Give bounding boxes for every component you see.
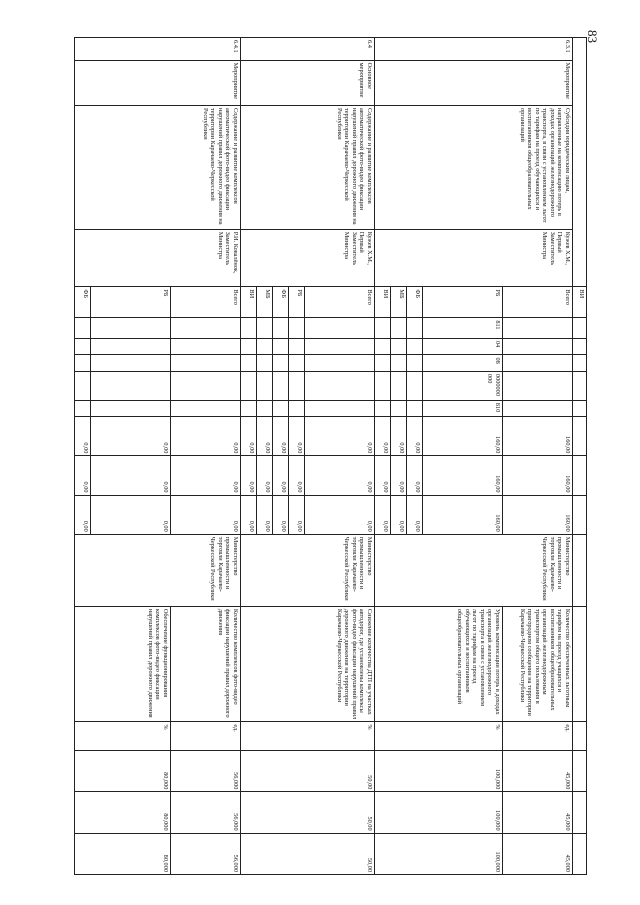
table-cell: 0,00 xyxy=(289,417,305,456)
table-cell: 160,00 xyxy=(503,495,573,534)
table-cell: 0,00 xyxy=(289,495,305,534)
table-cell xyxy=(503,318,573,339)
table-cell: 100,000 xyxy=(375,792,503,833)
table-cell xyxy=(407,338,423,354)
table-cell: 0,00 xyxy=(273,417,289,456)
table-cell: 6.3.1 xyxy=(375,38,573,61)
table-cell: 0,00 xyxy=(391,456,407,495)
table-cell: 0,00 xyxy=(257,417,273,456)
table-cell: 0,00 xyxy=(171,456,241,495)
table-cell: 0,00 xyxy=(305,417,375,456)
table-cell: 0,00 xyxy=(91,417,171,456)
table-cell: Мероприятие xyxy=(75,60,241,105)
table-cell: Количество комплексов фото-видео фиксации нарушений правил дорожного движения xyxy=(171,606,241,721)
table-cell xyxy=(375,338,391,354)
table-cell: 80,000 xyxy=(75,792,171,833)
table-cell: 0,00 xyxy=(407,456,423,495)
table-cell: Министерство промышленности и торговли Карачаево-Черкесской Республики xyxy=(75,534,241,606)
table-cell: Содержание и развитие комплексов автоматической фото-видео фиксации нарушений правил дорожного движения на территории Карачаево-Черкесской Республики xyxy=(75,106,241,230)
table-cell xyxy=(573,417,587,456)
table-cell xyxy=(305,371,375,400)
table-cell: 6.4 xyxy=(241,38,375,61)
table-cell xyxy=(573,792,587,833)
table-cell xyxy=(573,722,587,751)
table-cell: 56,000 xyxy=(171,751,241,792)
table-cell: 0,00 xyxy=(273,456,289,495)
table-cell: ФБ xyxy=(273,287,289,318)
table-cell: 50,00 xyxy=(241,792,375,833)
table-cell: 811 xyxy=(423,318,503,339)
table-cell: 160,00 xyxy=(423,456,503,495)
table-cell: 0,00 xyxy=(171,417,241,456)
table-cell xyxy=(91,338,171,354)
table-cell xyxy=(305,400,375,416)
table-cell xyxy=(391,400,407,416)
table-cell xyxy=(305,355,375,371)
table-cell xyxy=(171,338,241,354)
table-cell xyxy=(289,371,305,400)
table-cell: 0,00 xyxy=(75,495,91,534)
table-cell: 0,00 xyxy=(375,417,391,456)
table-cell: 160,00 xyxy=(423,417,503,456)
table-cell xyxy=(241,400,257,416)
table-cell xyxy=(573,38,587,287)
table-cell xyxy=(573,833,587,874)
table-cell: 0,00 xyxy=(91,495,171,534)
table-cell xyxy=(273,318,289,339)
table-cell: 810 xyxy=(423,400,503,416)
table-cell xyxy=(257,371,273,400)
table-cell xyxy=(273,338,289,354)
table-cell xyxy=(407,355,423,371)
table-cell: 0,00 xyxy=(391,417,407,456)
table-cell: 04 xyxy=(423,338,503,354)
table-cell: 0,00 xyxy=(375,456,391,495)
table-cell: 50,00 xyxy=(241,833,375,874)
table-cell: Всего xyxy=(503,287,573,318)
table-cell: 160,00 xyxy=(503,456,573,495)
table-cell: ВИ xyxy=(573,287,587,318)
table-cell: 0,00 xyxy=(241,456,257,495)
table-cell xyxy=(391,318,407,339)
table-cell: 0,00 xyxy=(407,417,423,456)
table-cell: % xyxy=(241,722,375,751)
table-cell xyxy=(503,338,573,354)
table-cell: Обеспечение функционирования комплексов фото-видео фиксации нарушений правил дорожного движения xyxy=(75,606,171,721)
table-cell xyxy=(573,400,587,416)
table-cell xyxy=(407,318,423,339)
table-cell: Всего xyxy=(305,287,375,318)
table-cell: 160,00 xyxy=(503,417,573,456)
table-cell: 0,00 xyxy=(75,456,91,495)
table-cell: ВИ xyxy=(375,287,391,318)
table-cell xyxy=(75,338,91,354)
table-cell xyxy=(241,338,257,354)
table-cell xyxy=(391,355,407,371)
table-cell xyxy=(273,371,289,400)
table-cell: 0,00 xyxy=(241,417,257,456)
table-cell: Содержание и развитие комплексов автоматической фото-видео фиксации нарушений правил дорожного движения на территории Карачаево-Черкесской Республики xyxy=(241,106,375,230)
table-cell xyxy=(375,371,391,400)
table-cell: 0,00 xyxy=(305,456,375,495)
table-cell: Министерство промышленности и торговли Карачаево-Черкесской Республики xyxy=(241,534,375,606)
table-cell: Снижение количества ДТП на участках автодорог, где установлены комплексы фото-видео фиксации нарушений правил дорожного движения на территории Карачаево-Черкесской Республики xyxy=(241,606,375,721)
table-cell: Количество обеспеченных льготным тарифом на проезд учащихся и воспитанников общеобразовательных организаций железнодорожным транспортом общего пользования в пригородном сообщении на территории Карачаево-Черкесской Республики xyxy=(503,606,573,721)
page-number: 83 xyxy=(585,30,600,43)
table-cell xyxy=(573,355,587,371)
table-cell: 6.4.1 xyxy=(75,38,241,61)
table-cell: 0,00 xyxy=(241,495,257,534)
table-cell xyxy=(305,338,375,354)
table-cell: 0,00 xyxy=(273,495,289,534)
table-cell xyxy=(503,400,573,416)
table-cell xyxy=(289,318,305,339)
table-cell: 0,00 xyxy=(171,495,241,534)
table-cell: 80,000 xyxy=(75,833,171,874)
table-cell: 45,000 xyxy=(503,792,573,833)
table-cell xyxy=(391,338,407,354)
table-cell: МБ xyxy=(257,287,273,318)
table-cell: 0000000000 xyxy=(423,371,503,400)
table-cell xyxy=(91,400,171,416)
table-cell xyxy=(573,371,587,400)
table-row xyxy=(305,38,375,875)
table-cell: РБ xyxy=(91,287,171,318)
table-cell: 0,00 xyxy=(289,456,305,495)
table-cell: ед. xyxy=(503,722,573,751)
table-cell: 50,00 xyxy=(241,751,375,792)
table-stage xyxy=(55,0,587,905)
table-cell xyxy=(375,355,391,371)
table-cell xyxy=(91,318,171,339)
table-cell xyxy=(573,606,587,721)
table-cell xyxy=(75,400,91,416)
table-cell xyxy=(375,400,391,416)
table-cell: Министерство промышленности и торговли Карачаево-Черкесской Республики xyxy=(375,534,573,606)
table-cell xyxy=(573,456,587,495)
table-cell: 0,00 xyxy=(391,495,407,534)
table-cell xyxy=(171,371,241,400)
table-cell: РБ xyxy=(289,287,305,318)
table-cell: 0,00 xyxy=(91,456,171,495)
table-cell: МБ xyxy=(391,287,407,318)
table-cell xyxy=(375,318,391,339)
table-cell xyxy=(257,400,273,416)
table-cell xyxy=(171,318,241,339)
table-cell: 160,00 xyxy=(423,495,503,534)
table-cell xyxy=(273,355,289,371)
program-table xyxy=(74,37,587,875)
table-cell: Р.И. Ковалёнок, Заместитель Министра xyxy=(75,229,241,287)
table-cell xyxy=(241,355,257,371)
table-cell xyxy=(503,355,573,371)
table-cell: ФБ xyxy=(407,287,423,318)
table-cell: % xyxy=(375,722,503,751)
table-row xyxy=(503,38,573,875)
table-cell xyxy=(573,751,587,792)
table-cell: Всего xyxy=(171,287,241,318)
table-cell xyxy=(573,318,587,339)
table-cell: 0,00 xyxy=(305,495,375,534)
rotated-table-wrapper xyxy=(55,37,587,875)
table-cell: 56,000 xyxy=(171,833,241,874)
table-cell xyxy=(289,338,305,354)
table-cell xyxy=(241,371,257,400)
table-cell: Субсидии юридическим лицам, направленные на компенсацию потерь в доходах организаций железнодорожного транспорта, в связи с установлением льгот по тарифам на проезд обучающихся и воспитанников общеобразовательных организаций xyxy=(375,106,573,230)
table-cell xyxy=(391,371,407,400)
table-cell: 0,00 xyxy=(257,456,273,495)
table-cell xyxy=(75,355,91,371)
table-cell xyxy=(257,338,273,354)
table-cell xyxy=(75,318,91,339)
table-cell xyxy=(407,371,423,400)
table-cell: % xyxy=(75,722,171,751)
table-cell xyxy=(171,355,241,371)
table-cell: ВИ xyxy=(241,287,257,318)
table-cell: 08 xyxy=(423,355,503,371)
table-cell: 0,00 xyxy=(375,495,391,534)
table-cell xyxy=(91,371,171,400)
table-cell xyxy=(573,495,587,534)
table-cell: 0,00 xyxy=(407,495,423,534)
table-cell: 100,000 xyxy=(375,751,503,792)
table-cell xyxy=(503,371,573,400)
table-cell: 45,000 xyxy=(503,833,573,874)
table-row xyxy=(171,38,241,875)
table-cell xyxy=(75,371,91,400)
table-cell: 100,000 xyxy=(375,833,503,874)
table-cell xyxy=(573,534,587,606)
table-cell xyxy=(241,318,257,339)
table-cell: 0,00 xyxy=(257,495,273,534)
table-cell: Уровень компенсации потерь в доходах организаций железнодорожного транспорта в связи с установлением льгот по тарифам на проезд обучающихся и воспитанников общеобразовательных организаций xyxy=(375,606,503,721)
table-cell: 56,000 xyxy=(171,792,241,833)
table-cell xyxy=(289,355,305,371)
table-cell xyxy=(91,355,171,371)
table-cell xyxy=(289,400,305,416)
table-cell: 0,00 xyxy=(75,417,91,456)
table-cell: Мероприятие xyxy=(375,60,573,105)
table-cell: Основное мероприятие xyxy=(241,60,375,105)
table-cell: Кужев Х.М., Первый Заместитель Министра xyxy=(375,229,573,287)
table-cell xyxy=(573,338,587,354)
table-cell: Кужев Х.М., Первый Заместитель Министра xyxy=(241,229,375,287)
table-cell: 45,000 xyxy=(503,751,573,792)
table-cell xyxy=(407,400,423,416)
table-cell xyxy=(257,318,273,339)
table-cell: 80,000 xyxy=(75,751,171,792)
table-cell: РБ xyxy=(423,287,503,318)
table-cell: ед. xyxy=(171,722,241,751)
table-cell xyxy=(305,318,375,339)
table-cell: ФБ xyxy=(75,287,91,318)
table-cell xyxy=(257,355,273,371)
table-row xyxy=(573,38,587,875)
table-cell xyxy=(171,400,241,416)
table-cell xyxy=(273,400,289,416)
